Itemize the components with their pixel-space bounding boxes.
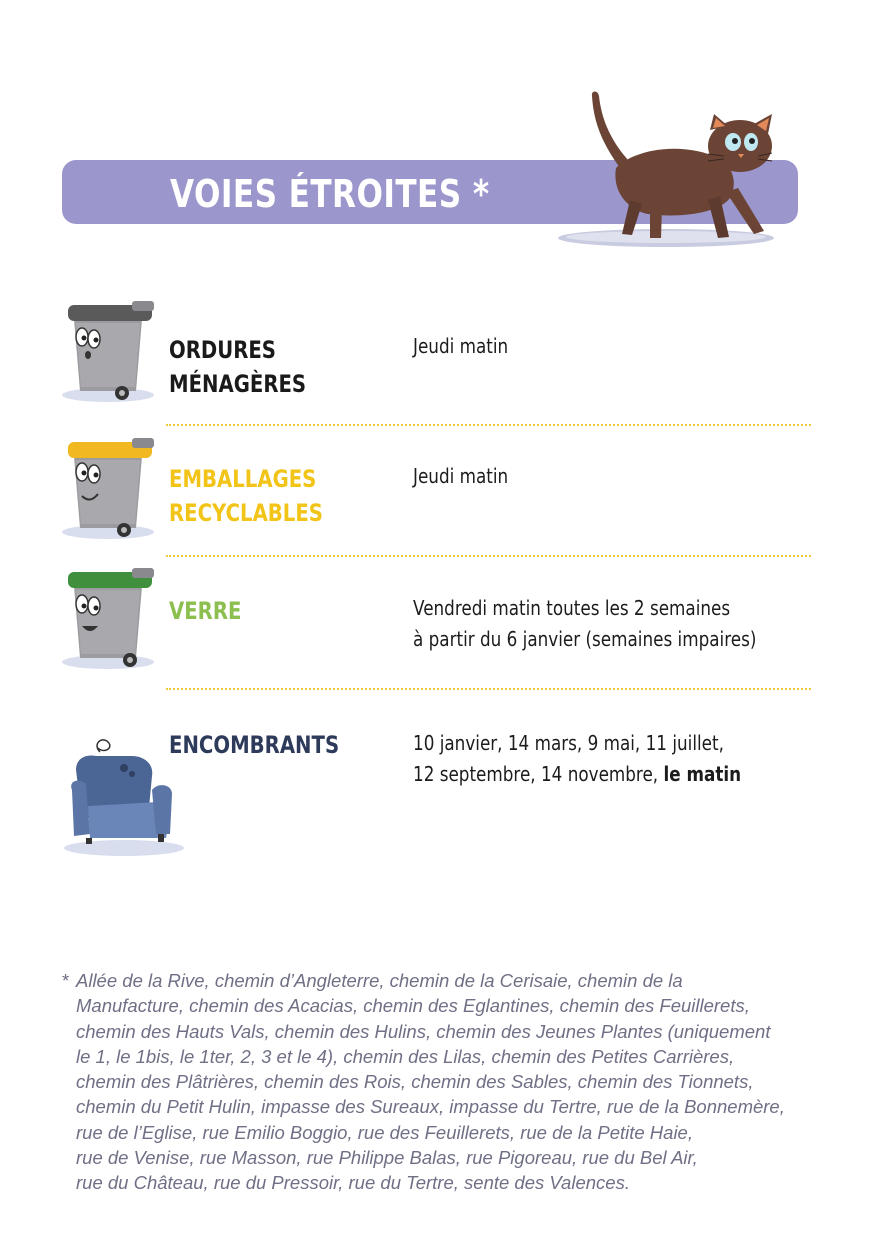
footnote-line: chemin des Hauts Vals, chemin des Hulins, chemin des Jeunes Plantes (uniquement bbox=[76, 1020, 771, 1042]
cat-icon bbox=[558, 88, 788, 258]
footnote-line: Allée de la Rive, chemin d’Angleterre, chemin de la Cerisaie, chemin de la bbox=[76, 970, 683, 991]
armchair-icon bbox=[62, 734, 186, 858]
trash-bin-icon bbox=[62, 564, 158, 672]
category-label-emballages bbox=[169, 462, 323, 530]
collection-schedule bbox=[413, 461, 508, 492]
label-line: MÉNAGÈRES bbox=[169, 370, 307, 398]
footnote-line: chemin du Petit Hulin, impasse des Sureaux, impasse du Tertre, rue de la Bonnemère, bbox=[76, 1096, 785, 1118]
trash-bin-icon bbox=[62, 434, 158, 542]
schedule-bold: le matin bbox=[663, 762, 742, 786]
collection-schedule bbox=[413, 331, 508, 362]
schedule-line: Vendredi matin toutes les 2 semaines bbox=[413, 596, 731, 620]
footnote-line: chemin des Plâtrières, chemin des Rois, chemin des Sables, chemin des Tionnets, bbox=[76, 1071, 754, 1093]
label-line: ORDURES bbox=[169, 336, 276, 364]
label-line: EMBALLAGES bbox=[169, 465, 317, 493]
category-label-verre bbox=[169, 594, 241, 628]
schedule-text: 12 septembre, 14 novembre, bbox=[413, 762, 664, 786]
separator bbox=[166, 688, 811, 690]
separator bbox=[166, 424, 811, 426]
footnote bbox=[62, 968, 822, 1196]
label-line: VERRE bbox=[169, 597, 242, 625]
footnote-line: rue de l’Eglise, rue Emilio Boggio, rue des Feuillerets, rue de la Petite Haie, bbox=[76, 1121, 693, 1143]
footnote-marker: * bbox=[62, 970, 70, 991]
schedule-line: à partir du 6 janvier (semaines impaires) bbox=[413, 627, 757, 651]
schedule-line: Jeudi matin bbox=[413, 334, 509, 358]
footnote-line: rue du Château, rue du Pressoir, rue du Tertre, sente des Valences. bbox=[76, 1172, 630, 1194]
schedule-line bbox=[413, 759, 741, 790]
page-title: VOIES ÉTROITES * bbox=[170, 172, 490, 216]
label-line: ENCOMBRANTS bbox=[169, 731, 340, 759]
label-line: RECYCLABLES bbox=[169, 499, 323, 527]
footnote-text bbox=[62, 968, 822, 1196]
footnote-line: Manufacture, chemin des Acacias, chemin des Eglantines, chemin des Feuillerets, bbox=[76, 995, 750, 1017]
separator bbox=[166, 555, 811, 557]
collection-schedule bbox=[413, 593, 756, 655]
category-label-encombrants bbox=[169, 728, 339, 762]
category-label-ordures bbox=[169, 333, 306, 401]
schedule-line: 10 janvier, 14 mars, 9 mai, 11 juillet, bbox=[413, 731, 724, 755]
footnote-line: rue de Venise, rue Masson, rue Philippe Balas, rue Pigoreau, rue du Bel Air, bbox=[76, 1147, 698, 1169]
footnote-line: le 1, le 1bis, le 1ter, 2, 3 et le 4), chemin des Lilas, chemin des Petites Carrières, bbox=[76, 1045, 735, 1067]
collection-schedule bbox=[413, 728, 741, 790]
schedule-line: Jeudi matin bbox=[413, 464, 509, 488]
trash-bin-icon bbox=[62, 297, 158, 405]
